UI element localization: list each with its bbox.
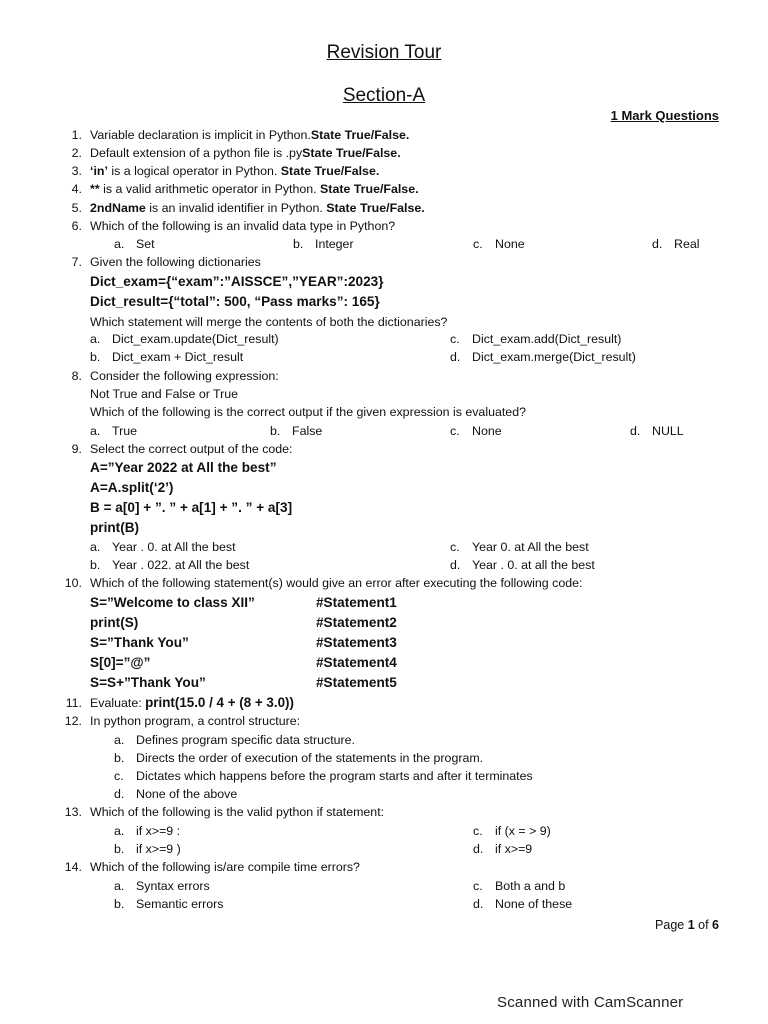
text-fragment: Page — [655, 918, 688, 932]
text-fragment: 1 — [687, 918, 695, 932]
text-fragment: a. — [90, 540, 101, 554]
question-10 — [56, 576, 582, 590]
text-fragment: c. — [450, 424, 460, 438]
question-1 — [56, 128, 409, 142]
q10-code-line-2: print(S) — [90, 615, 139, 630]
text-fragment: Year . 0. at All the best — [112, 540, 236, 554]
question-7 — [56, 255, 261, 269]
text-fragment: Dict_exam.merge(Dict_result) — [472, 350, 636, 364]
text-fragment: ‘in’ — [90, 164, 108, 178]
q8-option-c — [450, 424, 502, 438]
q14-option-c — [473, 879, 565, 893]
q9-option-a — [90, 540, 236, 554]
text-fragment: a. — [114, 733, 125, 747]
text-fragment: 11. — [65, 696, 82, 710]
q12-option-b — [114, 751, 483, 765]
text-fragment: if x>=9 : — [136, 824, 181, 838]
q8-option-b — [270, 424, 322, 438]
text-fragment: 2ndName — [90, 201, 146, 215]
q7-option-b — [90, 350, 243, 364]
question-6 — [56, 219, 395, 233]
text-fragment: 1. — [71, 128, 82, 142]
question-13 — [56, 805, 384, 819]
q10-code-line-4: S[0]=”@” — [90, 655, 151, 670]
text-fragment: Default extension of a python file is .py — [90, 146, 303, 160]
document-title: Revision Tour — [326, 42, 442, 63]
text-fragment: c. — [450, 332, 460, 346]
text-fragment: d. — [114, 787, 125, 801]
text-fragment: Set — [136, 237, 155, 251]
text-fragment: a. — [114, 237, 125, 251]
text-fragment: None — [495, 237, 525, 251]
text-fragment: b. — [114, 751, 125, 765]
q14-option-b — [114, 897, 223, 911]
text-fragment: d. — [630, 424, 641, 438]
text-fragment: 4. — [71, 182, 82, 196]
q10-comment-5: #Statement5 — [316, 675, 397, 690]
text-fragment: State True/False. — [320, 182, 419, 196]
text-fragment: 6. — [71, 219, 82, 233]
question-2 — [56, 146, 401, 160]
text-fragment: False — [292, 424, 323, 438]
text-fragment: None — [472, 424, 502, 438]
q9-code-line-3: B = a[0] + ”. ” + a[1] + ”. ” + a[3] — [90, 500, 293, 515]
text-fragment: c. — [473, 237, 483, 251]
q9-option-d — [450, 558, 595, 572]
text-fragment: In python program, a control structure: — [90, 714, 301, 728]
text-fragment: Semantic errors — [136, 897, 224, 911]
text-fragment: Variable declaration is implicit in Python. — [90, 128, 311, 142]
q13-option-c — [473, 824, 551, 838]
text-fragment: if x>=9 — [495, 842, 533, 856]
camscanner-watermark: Scanned with CamScanner — [497, 994, 684, 1011]
page-number — [655, 918, 719, 932]
q13-option-d — [473, 842, 532, 856]
q8-expression: Not True and False or True — [90, 387, 239, 401]
text-fragment: 6 — [712, 918, 719, 932]
q12-option-c — [114, 769, 533, 783]
text-fragment: State True/False. — [326, 201, 425, 215]
q13-option-a — [114, 824, 180, 838]
q10-comment-3: #Statement3 — [316, 635, 397, 650]
q10-code-line-3: S=”Thank You” — [90, 635, 189, 650]
q6-option-b — [293, 237, 354, 251]
question-5 — [56, 201, 425, 215]
question-9 — [56, 442, 293, 456]
question-4 — [56, 182, 419, 196]
text-fragment: print(15.0 / 4 + (8 + 3.0)) — [145, 695, 294, 710]
text-fragment: Consider the following expression: — [90, 369, 279, 383]
text-fragment: c. — [473, 879, 483, 893]
text-fragment: Defines program specific data structure. — [136, 733, 355, 747]
text-fragment: Dict_exam + Dict_result — [112, 350, 244, 364]
text-fragment: d. — [473, 897, 484, 911]
text-fragment: Year . 022. at All the best — [112, 558, 250, 572]
q7-statement: Which statement will merge the contents of both the dictionaries? — [90, 315, 448, 329]
q10-comment-2: #Statement2 — [316, 615, 397, 630]
text-fragment: Year 0. at All the best — [472, 540, 589, 554]
q10-code-line-5: S=S+”Thank You” — [90, 675, 206, 690]
q9-option-c — [450, 540, 589, 554]
text-fragment: Both a and b — [495, 879, 566, 893]
text-fragment: of — [694, 918, 713, 932]
text-fragment: 8. — [71, 369, 82, 383]
question-3 — [56, 164, 379, 178]
text-fragment: 5. — [71, 201, 82, 215]
text-fragment: c. — [450, 540, 460, 554]
text-fragment: d. — [450, 350, 461, 364]
text-fragment: 13. — [64, 805, 82, 819]
text-fragment: State True/False. — [280, 164, 380, 178]
text-fragment: 2. — [71, 146, 82, 160]
text-fragment: c. — [114, 769, 124, 783]
text-fragment: ** — [90, 182, 100, 196]
q12-option-d — [114, 787, 237, 801]
q8-option-a — [90, 424, 137, 438]
text-fragment: State True/False. — [310, 128, 410, 142]
text-fragment: a. — [90, 424, 101, 438]
q7-option-c — [450, 332, 621, 346]
q9-code-line-2: A=A.split(‘2’) — [90, 480, 174, 495]
text-fragment: State True/False. — [302, 146, 401, 160]
text-fragment: b. — [270, 424, 281, 438]
q14-option-d — [473, 897, 572, 911]
text-fragment: Syntax errors — [136, 879, 210, 893]
text-fragment: d. — [473, 842, 484, 856]
text-fragment: Which of the following is an invalid data type in Python? — [90, 219, 396, 233]
q9-code-line-1: A=”Year 2022 at All the best” — [90, 460, 277, 475]
q13-option-b — [114, 842, 181, 856]
text-fragment: True — [112, 424, 138, 438]
text-fragment: Integer — [315, 237, 354, 251]
q9-code-line-4: print(B) — [90, 520, 140, 535]
q10-comment-4: #Statement4 — [316, 655, 397, 670]
question-8 — [56, 369, 279, 383]
text-fragment: a. — [90, 332, 101, 346]
text-fragment: d. — [450, 558, 461, 572]
text-fragment: Which of the following is the valid python if statement: — [90, 805, 385, 819]
text-fragment: if x>=9 ) — [136, 842, 181, 856]
text-fragment: b. — [114, 897, 125, 911]
text-fragment: Year . 0. at all the best — [472, 558, 595, 572]
text-fragment: 12. — [64, 714, 82, 728]
q12-option-a — [114, 733, 355, 747]
q6-option-a — [114, 237, 155, 251]
text-fragment: is a valid arithmetic operator in Python. — [99, 182, 321, 196]
text-fragment: Dict_exam.update(Dict_result) — [112, 332, 279, 346]
text-fragment: None of the above — [136, 787, 238, 801]
text-fragment: is an invalid identifier in Python. — [145, 201, 327, 215]
q7-code-line-2: Dict_result={“total”: 500, “Pass marks”: 165} — [90, 294, 380, 309]
text-fragment: Dict_exam.add(Dict_result) — [472, 332, 622, 346]
text-fragment: a. — [114, 824, 125, 838]
q6-option-d — [652, 237, 699, 251]
q8-option-d — [630, 424, 684, 438]
text-fragment: 10. — [64, 576, 82, 590]
text-fragment: Which of the following statement(s) would give an error after executing the following code: — [90, 576, 583, 590]
text-fragment: if (x = > 9) — [495, 824, 551, 838]
text-fragment: c. — [473, 824, 483, 838]
text-fragment: b. — [293, 237, 304, 251]
q10-comment-1: #Statement1 — [316, 595, 397, 610]
question-12 — [56, 714, 300, 728]
text-fragment: Directs the order of execution of the statements in the program. — [136, 751, 484, 765]
text-fragment: is a logical operator in Python. — [107, 164, 281, 178]
mark-heading: 1 Mark Questions — [610, 108, 719, 123]
question-14 — [56, 860, 360, 874]
text-fragment: Real — [674, 237, 700, 251]
text-fragment: 9. — [71, 442, 82, 456]
text-fragment: Given the following dictionaries — [90, 255, 261, 269]
text-fragment: NULL — [652, 424, 684, 438]
q9-option-b — [90, 558, 249, 572]
text-fragment: 3. — [71, 164, 82, 178]
question-11 — [56, 695, 294, 710]
q7-option-d — [450, 350, 636, 364]
text-fragment: Which of the following is/are compile time errors? — [90, 860, 360, 874]
q7-option-a — [90, 332, 279, 346]
text-fragment: 7. — [71, 255, 82, 269]
text-fragment: b. — [114, 842, 125, 856]
q14-option-a — [114, 879, 210, 893]
text-fragment: Evaluate: — [90, 696, 146, 710]
q6-option-c — [473, 237, 525, 251]
text-fragment: b. — [90, 558, 101, 572]
text-fragment: Dictates which happens before the program starts and after it terminates — [136, 769, 533, 783]
q10-code-line-1: S=”Welcome to class XII” — [90, 595, 255, 610]
text-fragment: b. — [90, 350, 101, 364]
text-fragment: d. — [652, 237, 663, 251]
section-title: Section-A — [342, 85, 426, 106]
text-fragment: Select the correct output of the code: — [90, 442, 293, 456]
q8-statement: Which of the following is the correct output if the given expression is evaluated? — [90, 405, 526, 419]
text-fragment: 14. — [64, 860, 82, 874]
text-fragment: a. — [114, 879, 125, 893]
text-fragment: None of these — [495, 897, 573, 911]
q7-code-line-1: Dict_exam={“exam”:”AISSCE”,”YEAR”:2023} — [90, 274, 384, 289]
